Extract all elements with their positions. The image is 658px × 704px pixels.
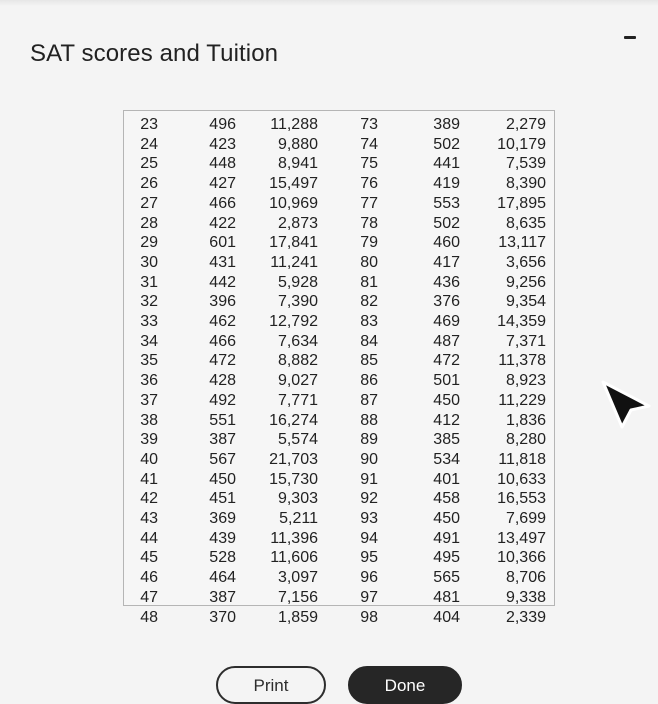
- table-cell: 565: [433, 569, 460, 587]
- table-cell: 47: [140, 588, 158, 606]
- table-cell: 87: [360, 391, 378, 409]
- table-cell: 27: [140, 194, 158, 212]
- table-cell: 28: [140, 214, 158, 232]
- table-cell: 501: [433, 372, 460, 390]
- table-cell: 42: [140, 490, 158, 508]
- table-cell: 7,699: [505, 510, 546, 528]
- table-row: [123, 568, 546, 588]
- table-cell: 85: [360, 352, 378, 370]
- table-cell: 9,027: [277, 372, 318, 390]
- table-cell: 427: [209, 175, 236, 193]
- table-row: [123, 115, 546, 135]
- table-cell: 472: [433, 352, 460, 370]
- table-cell: 10,633: [497, 470, 546, 488]
- table-cell: 458: [433, 490, 460, 508]
- page-title: SAT scores and Tuition: [30, 40, 279, 67]
- table-row: [123, 351, 546, 371]
- table-cell: 8,923: [505, 372, 546, 390]
- print-button[interactable]: Print: [216, 666, 326, 704]
- table-cell: 387: [209, 588, 236, 606]
- table-cell: 419: [433, 175, 460, 193]
- window-top-edge: [0, 0, 658, 6]
- table-cell: 502: [433, 214, 460, 232]
- table-row: [123, 588, 546, 608]
- table-cell: 97: [360, 588, 378, 606]
- table-cell: 95: [360, 549, 378, 567]
- table-cell: 44: [140, 529, 158, 547]
- table-cell: 492: [209, 391, 236, 409]
- table-cell: 74: [360, 135, 378, 153]
- table-cell: 13,497: [497, 529, 546, 547]
- table-row: [123, 273, 546, 293]
- table-cell: 9,354: [505, 293, 546, 311]
- table-cell: 428: [209, 372, 236, 390]
- table-cell: 8,635: [505, 214, 546, 232]
- table-row: [123, 608, 546, 628]
- table-cell: 448: [209, 155, 236, 173]
- table-cell: 10,179: [497, 135, 546, 153]
- table-row: [123, 470, 546, 490]
- table-cell: 2,339: [505, 608, 546, 626]
- table-cell: 450: [209, 470, 236, 488]
- table-row: [123, 253, 546, 273]
- table-cell: 15,730: [269, 470, 318, 488]
- table-cell: 80: [360, 253, 378, 271]
- table-cell: 466: [209, 332, 236, 350]
- table-row: [123, 233, 546, 253]
- table-cell: 5,574: [277, 431, 318, 449]
- table-cell: 11,378: [498, 352, 546, 370]
- table-cell: 41: [140, 470, 158, 488]
- table-cell: 46: [140, 569, 158, 587]
- table-cell: 31: [140, 273, 158, 291]
- table-cell: 94: [360, 529, 378, 547]
- table-cell: 9,338: [505, 588, 546, 606]
- table-cell: 11,818: [498, 450, 546, 468]
- table-cell: 601: [209, 234, 236, 252]
- table-cell: 8,706: [505, 569, 546, 587]
- table-cell: 10,969: [269, 194, 318, 212]
- table-cell: 7,156: [277, 588, 318, 606]
- table-cell: 34: [140, 332, 158, 350]
- table-cell: 77: [360, 194, 378, 212]
- table-cell: 387: [209, 431, 236, 449]
- table-row: [123, 430, 546, 450]
- data-table-scroll-area[interactable]: [123, 110, 555, 626]
- table-cell: 370: [209, 608, 236, 626]
- table-row: [123, 214, 546, 234]
- table-cell: 2,873: [277, 214, 318, 232]
- table-cell: 553: [433, 194, 460, 212]
- table-cell: 48: [140, 608, 158, 626]
- table-cell: 8,941: [277, 155, 318, 173]
- table-cell: 13,117: [498, 234, 546, 252]
- table-cell: 35: [140, 352, 158, 370]
- table-cell: 16,274: [269, 411, 318, 429]
- table-cell: 376: [433, 293, 460, 311]
- table-cell: 38: [140, 411, 158, 429]
- table-cell: 466: [209, 194, 236, 212]
- table-cell: 8,882: [277, 352, 318, 370]
- table-cell: 26: [140, 175, 158, 193]
- table-cell: 15,497: [269, 175, 318, 193]
- table-cell: 98: [360, 608, 378, 626]
- table-row: [123, 489, 546, 509]
- table-cell: 496: [209, 116, 236, 133]
- table-cell: 3,656: [505, 253, 546, 271]
- table-cell: 369: [209, 510, 236, 528]
- table-cell: 10,366: [497, 549, 546, 567]
- table-cell: 17,841: [269, 234, 318, 252]
- table-cell: 1,836: [505, 411, 546, 429]
- table-cell: 450: [433, 391, 460, 409]
- table-cell: 14,359: [497, 313, 546, 331]
- table-cell: 96: [360, 569, 378, 587]
- table-cell: 462: [209, 313, 236, 331]
- table-cell: 86: [360, 372, 378, 390]
- table-cell: 441: [433, 155, 460, 173]
- table-cell: 442: [209, 273, 236, 291]
- table-cell: 472: [209, 352, 236, 370]
- table-cell: 29: [140, 234, 158, 252]
- table-cell: 43: [140, 510, 158, 528]
- table-row: [123, 135, 546, 155]
- table-cell: 11,288: [270, 116, 318, 133]
- table-cell: 11,396: [270, 529, 318, 547]
- table-cell: 79: [360, 234, 378, 252]
- table-cell: 30: [140, 253, 158, 271]
- table-cell: 460: [433, 234, 460, 252]
- data-table: [123, 115, 546, 627]
- table-cell: 7,371: [505, 332, 546, 350]
- table-cell: 481: [433, 588, 460, 606]
- table-row: [123, 194, 546, 214]
- table-cell: 7,771: [277, 391, 318, 409]
- table-cell: 5,211: [279, 510, 318, 528]
- table-cell: 82: [360, 293, 378, 311]
- table-cell: 11,241: [270, 253, 318, 271]
- table-cell: 40: [140, 450, 158, 468]
- table-cell: 9,303: [277, 490, 318, 508]
- table-cell: 7,634: [277, 332, 318, 350]
- table-cell: 487: [433, 332, 460, 350]
- table-cell: 450: [433, 510, 460, 528]
- table-cell: 89: [360, 431, 378, 449]
- table-cell: 84: [360, 332, 378, 350]
- table-cell: 528: [209, 549, 236, 567]
- table-cell: 2,279: [505, 116, 546, 133]
- table-cell: 32: [140, 293, 158, 311]
- table-cell: 3,097: [277, 569, 318, 587]
- table-cell: 81: [360, 273, 378, 291]
- done-button[interactable]: Done: [348, 666, 462, 704]
- table-row: [123, 154, 546, 174]
- table-cell: 412: [433, 411, 460, 429]
- table-row: [123, 292, 546, 312]
- minimize-icon[interactable]: [624, 36, 636, 39]
- table-cell: 7,539: [505, 155, 546, 173]
- table-cell: 389: [433, 116, 460, 133]
- table-cell: 464: [209, 569, 236, 587]
- table-row: [123, 548, 546, 568]
- table-cell: 401: [433, 470, 460, 488]
- table-cell: 9,256: [505, 273, 546, 291]
- table-row: [123, 312, 546, 332]
- table-cell: 567: [209, 450, 236, 468]
- table-cell: 7,390: [277, 293, 318, 311]
- table-row: [123, 332, 546, 352]
- table-cell: 78: [360, 214, 378, 232]
- table-cell: 83: [360, 313, 378, 331]
- table-cell: 451: [209, 490, 236, 508]
- table-cell: 469: [433, 313, 460, 331]
- table-cell: 491: [433, 529, 460, 547]
- table-cell: 439: [209, 529, 236, 547]
- table-cell: 9,880: [277, 135, 318, 153]
- table-cell: 385: [433, 431, 460, 449]
- table-row: [123, 174, 546, 194]
- table-cell: 5,928: [277, 273, 318, 291]
- table-row: [123, 411, 546, 431]
- table-cell: 396: [209, 293, 236, 311]
- table-cell: 45: [140, 549, 158, 567]
- table-row: [123, 450, 546, 470]
- table-cell: 73: [360, 116, 378, 133]
- table-cell: 33: [140, 313, 158, 331]
- table-cell: 17,895: [497, 194, 546, 212]
- table-cell: 551: [209, 411, 236, 429]
- table-cell: 23: [140, 116, 158, 133]
- table-cell: 436: [433, 273, 460, 291]
- table-cell: 39: [140, 431, 158, 449]
- table-cell: 8,390: [505, 175, 546, 193]
- table-cell: 431: [209, 253, 236, 271]
- table-cell: 75: [360, 155, 378, 173]
- table-cell: 495: [433, 549, 460, 567]
- table-cell: 93: [360, 510, 378, 528]
- table-row: [123, 371, 546, 391]
- table-cell: 417: [433, 253, 460, 271]
- table-cell: 8,280: [505, 431, 546, 449]
- table-cell: 11,229: [498, 391, 546, 409]
- table-cell: 90: [360, 450, 378, 468]
- table-row: [123, 391, 546, 411]
- table-row: [123, 509, 546, 529]
- table-cell: 404: [433, 608, 460, 626]
- table-cell: 24: [140, 135, 158, 153]
- table-cell: 36: [140, 372, 158, 390]
- table-cell: 21,703: [269, 450, 318, 468]
- table-cell: 502: [433, 135, 460, 153]
- table-cell: 1,859: [277, 608, 318, 626]
- table-cell: 88: [360, 411, 378, 429]
- table-cell: 37: [140, 391, 158, 409]
- table-cell: 92: [360, 490, 378, 508]
- table-cell: 25: [140, 155, 158, 173]
- table-cell: 91: [360, 470, 378, 488]
- table-cell: 422: [209, 214, 236, 232]
- table-cell: 534: [433, 450, 460, 468]
- table-cell: 12,792: [269, 313, 318, 331]
- mouse-pointer-icon: [597, 378, 653, 434]
- table-cell: 11,606: [270, 549, 318, 567]
- table-row: [123, 529, 546, 549]
- table-cell: 423: [209, 135, 236, 153]
- table-cell: 16,553: [497, 490, 546, 508]
- table-cell: 76: [360, 175, 378, 193]
